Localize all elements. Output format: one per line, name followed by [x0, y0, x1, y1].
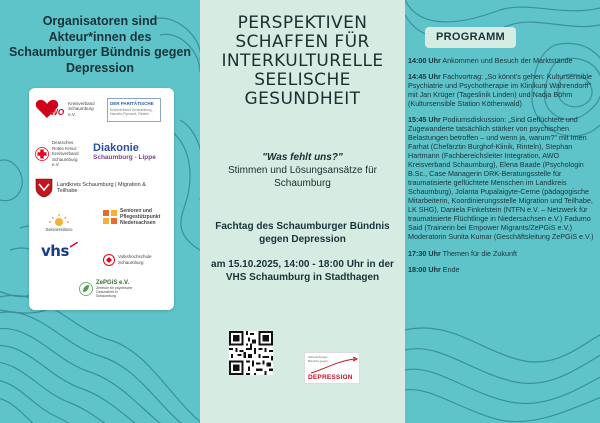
- awo-wordmark: AWO: [45, 108, 65, 117]
- organizers-heading: Organisatoren sind Akteur*innen des Schaumburger Bündnis gegen Depression: [9, 14, 191, 75]
- awo-caption: Kreisverband Schaumburg e.V.: [68, 100, 95, 117]
- diakonie-region: Schaumburg - Lippe: [93, 154, 156, 161]
- schedule-item: [408, 72, 596, 108]
- seniorenbuero-text: Seniorenbüro: [45, 227, 73, 232]
- organizers-column: [0, 0, 200, 423]
- vhs-schaumburg-text: Volkshochschule Schaumburg: [118, 254, 152, 265]
- zepgis-leaf-icon: [79, 282, 93, 296]
- schedule-time: 18:00 Uhr: [408, 264, 441, 274]
- vhs-wordmark: vhs: [41, 242, 69, 260]
- schedule-text: Podiumsdiskussion: „Sind Geflüchtete und Zugewanderte tatsächlich stärker von psychischen Belastungen betroffen – und wenn ja, warum?" mit Imen Farhat (Chefärztin Burghof-Klinik, Rinteln), Stephan Hartmann (Fachbereichsleiter Integration, AWO Kreisverband Schaumburg), Elena Baade (Psychologin B.Sc., Case Managerin DRK-Beratungsstelle für traumatisierte geflüchtete Menschen im Landkreis Schaumburg), Jolanta Pupalaigyte-Cerne (pädagogische Mitarbeiterin, Koordinierungsstelle Migration und Teilhabe, LK SHG), Daniela Finkelstein (NTFN e.V. – Netzwerk für traumatisierte Flüchtlinge in Niedersachsen e.V.) Fadumo Said (Trainerin bei Empower Migrants/ZePGiS e.V.) Moderatorin Sunita Kumar (Geschäftsleitung ZePGiS e.V.): [408, 115, 594, 242]
- drk-caption: Deutsches Rotes Kreuz Kreisverband Schaumburg e.V.: [52, 140, 79, 167]
- program-column: [405, 0, 600, 423]
- buendnis-depression-logo: [304, 352, 360, 384]
- schedule-text: Themen für die Zukunft: [440, 248, 517, 258]
- zepgis-wordmark: ZePGiS e.V.: [96, 280, 130, 286]
- schedule-item: [408, 249, 596, 258]
- landkreis-shield-icon: [35, 178, 53, 198]
- schedule-item: [408, 56, 596, 65]
- title-line: GESUNDHEIT: [244, 89, 361, 109]
- title-line: SCHAFFEN FÜR: [235, 32, 370, 52]
- vhs-schaumburg-logo: [103, 254, 164, 266]
- schedule-text: Fachvortrag: „So könnt's gehen: Kultursensible Psychiatrie und Psychotherapie im Klinikum Wahrendorff" mit Jan Krüger (Tageslinik Linden) und Nadja Böhm (Kultursensible Station Köthenwald): [408, 72, 592, 109]
- vhs-schaumburg-icon: [103, 254, 115, 266]
- qr-code-icon[interactable]: [229, 331, 273, 375]
- awo-logo: [35, 98, 99, 120]
- vhs-accent-icon: [70, 242, 78, 248]
- event-date-place: am 15.10.2025, 14:00 - 18:00 Uhr in der VHS Schaumburg in Stadthagen: [211, 259, 394, 283]
- schedule-text: Ankommen und Besuch der Marktstände: [440, 56, 573, 65]
- event-column: [200, 0, 405, 423]
- program-heading: PROGRAMM: [425, 27, 516, 48]
- diakonie-wordmark: Diakonie: [93, 142, 139, 154]
- paritaetische-caption: Kreisverband Schaumburg, Hameln-Pyrmont, Rinteln: [110, 108, 153, 116]
- landkreis-text: Landkreis Schaumburg | Migration & Teilhabe: [57, 181, 146, 194]
- schedule-item: [408, 115, 596, 241]
- senioren-text: Senioren und Pflegestützpunkt Niedersachsen: [120, 208, 161, 226]
- program-schedule: [408, 56, 596, 281]
- diakonie-logo: [93, 142, 156, 162]
- event-title: [200, 14, 405, 109]
- seniorenbuero-logo: [37, 208, 81, 238]
- zepgis-caption: Zentrum für psychische Gesundheit in Schaumburg: [96, 286, 133, 298]
- event-question: "Was fehlt uns?": [262, 152, 343, 163]
- schedule-text: Ende: [440, 264, 460, 274]
- buendnis-logo-text: Schaumburger Bündnis gegen: [308, 355, 329, 363]
- event-subtitle: Stimmen und Lösungsansätze für Schaumburg: [228, 165, 377, 189]
- landkreis-logo: [35, 178, 167, 198]
- senioren-pflegestuetzpunkt-logo: [103, 208, 167, 226]
- paritaetische-title: DER PARITÄTISCHE: [110, 101, 154, 106]
- schedule-item: [408, 265, 596, 274]
- schedule-time: 14:00 Uhr: [408, 56, 441, 65]
- partner-logo-panel: [29, 88, 174, 310]
- schedule-time: 17:30 Uhr: [408, 248, 441, 258]
- drk-logo: [35, 140, 87, 168]
- zepgis-logo: [79, 280, 134, 298]
- title-line: PERSPEKTIVEN: [237, 13, 368, 33]
- seniorenbuero-sun-icon: [48, 213, 70, 227]
- fachtag-heading: Fachtag des Schaumburger Bündnis gegen Depression: [215, 221, 390, 245]
- schedule-time: 15:45 Uhr: [408, 115, 441, 125]
- red-cross-icon: [35, 147, 49, 161]
- schedule-time: 14:45 Uhr: [408, 72, 441, 82]
- paritaetische-logo: [107, 98, 161, 122]
- vhs-logo: [41, 242, 78, 260]
- buendnis-logo-wordmark: DEPRESSION: [308, 374, 353, 381]
- title-line: INTERKULTURELLE: [221, 51, 384, 71]
- title-line: SEELISCHE: [254, 70, 351, 90]
- pflegestuetzpunkt-icon: [103, 210, 117, 224]
